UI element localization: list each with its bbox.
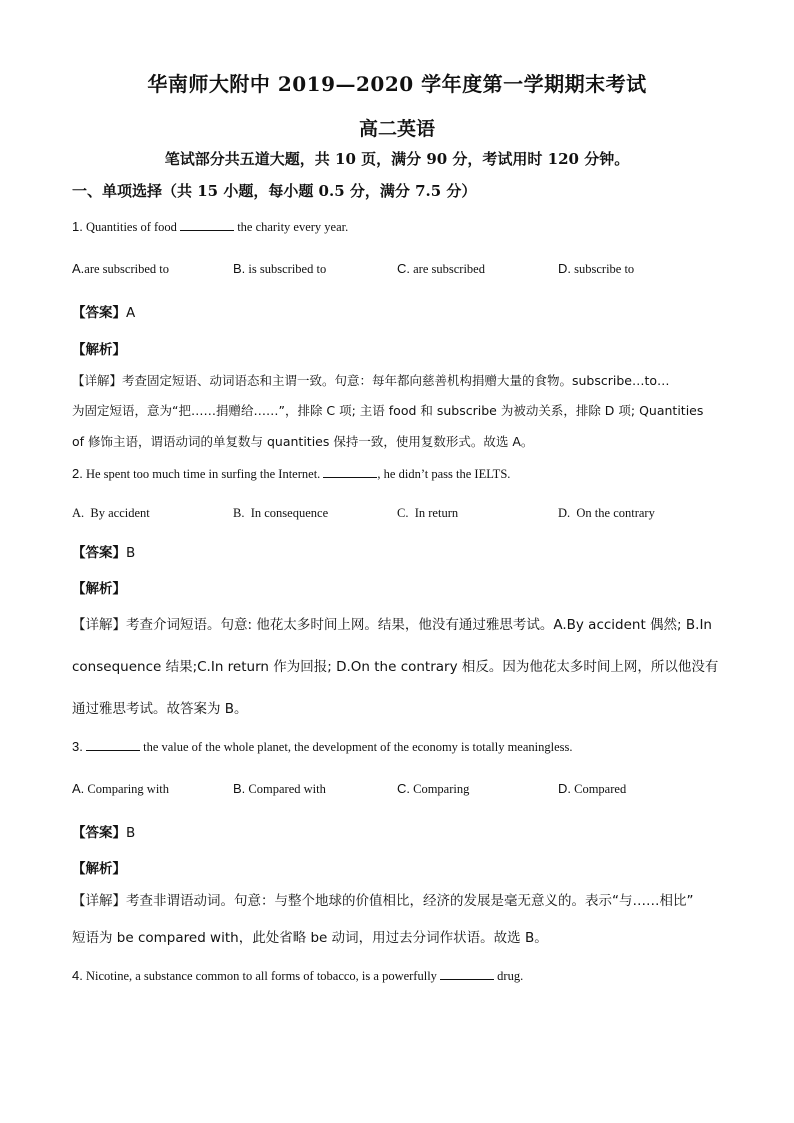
question-text: Quantities of food xyxy=(85,220,177,234)
question-2-detail-line: 【详解】考查介词短语。句意: 他花太多时间上网。结果，他没有通过雅思考试。A.By accident 偶然; B.In xyxy=(72,617,712,633)
question-4-stem xyxy=(72,968,523,984)
exam-info: 笔试部分共五道大题，共 10 页，满分 90 分，考试用时 120 分钟。 xyxy=(164,150,630,168)
question-2-option-d: D. On the contrary xyxy=(558,506,655,520)
question-number: 1. xyxy=(72,219,83,234)
question-1-option-b: B. is subscribed to xyxy=(233,261,327,276)
question-3-detail-line: 短语为 be compared with，此处省略 be 动词，用过去分词作状语。故选 B。 xyxy=(72,930,548,946)
question-text: he didn’t pass the IELTS. xyxy=(383,467,511,481)
question-number: 4. xyxy=(72,968,83,983)
question-1-answer: 【答案】A xyxy=(72,305,136,321)
question-1-stem xyxy=(72,219,348,235)
question-2-option-a: A. By accident xyxy=(72,506,150,520)
answer-blank xyxy=(180,220,234,231)
question-2-analysis: 【解析】 xyxy=(72,581,126,597)
question-number: 2. xyxy=(72,466,83,481)
question-3-analysis: 【解析】 xyxy=(72,861,126,877)
question-2-answer: 【答案】B xyxy=(72,545,136,561)
question-2-option-b: B. In consequence xyxy=(233,506,329,520)
question-1-analysis: 【解析】 xyxy=(72,342,126,358)
question-text: the value of the whole planet, the development of the economy is totally meaningless. xyxy=(143,740,573,754)
question-3-answer: 【答案】B xyxy=(72,825,136,841)
question-3-stem xyxy=(72,739,573,755)
question-3-option-a: A. Comparing with xyxy=(72,781,170,796)
question-1-detail-line: 为固定短语，意为“把……捐赠给……”，排除 C 项; 主语 food 和 subscribe 为被动关系，排除 D 项; Quantities xyxy=(72,403,704,418)
question-3-option-b: B. Compared with xyxy=(233,781,326,796)
question-text: the charity every year. xyxy=(237,220,349,234)
question-2-detail-line: 通过雅思考试。故答案为 B。 xyxy=(72,701,248,717)
answer-blank xyxy=(440,969,494,980)
question-3-detail-line: 【详解】考查非谓语动词。句意：与整个地球的价值相比，经济的发展是毫无意义的。表示“与……相比” xyxy=(72,893,694,909)
answer-blank xyxy=(86,740,140,751)
question-1-detail-line: 【详解】考查固定短语、动词语态和主谓一致。句意：每年都向慈善机构捐赠大量的食物。subscribe…to… xyxy=(72,373,670,388)
question-3-option-c: C. Comparing xyxy=(397,781,470,796)
question-1-option-c: C. are subscribed xyxy=(397,261,485,276)
question-text: He spent too much time in surfing the Internet. xyxy=(85,467,321,481)
question-3-option-d: D. Compared xyxy=(558,781,627,796)
question-1-detail-line: of 修饰主语，谓语动词的单复数与 quantities 保持一致，使用复数形式。故选 A。 xyxy=(72,434,534,449)
section-heading: 一、单项选择（共 15 小题，每小题 0.5 分，满分 7.5 分） xyxy=(72,182,477,200)
question-2-stem: 2. He spent too much time in surfing the Internet. , he didn’t pass the IELTS. xyxy=(72,466,511,481)
question-2-detail-line: consequence 结果;C.In return 作为回报; D.On the contrary 相反。因为他花太多时间上网，所以他没有 xyxy=(72,659,719,675)
question-1-option-d: D. subscribe to xyxy=(558,261,635,276)
exam-title: 华南师大附中 2019—2020 学年度第一学期期末考试 xyxy=(147,72,647,96)
question-1-option-a: A.are subscribed to xyxy=(72,261,169,276)
question-text: drug. xyxy=(497,969,524,983)
question-text: Nicotine, a substance common to all forms of tobacco, is a powerfully xyxy=(85,969,437,983)
exam-subtitle: 高二英语 xyxy=(358,118,435,140)
question-number: 3. xyxy=(72,739,83,754)
question-2-option-c: C. In return xyxy=(397,506,459,520)
answer-blank xyxy=(323,467,377,478)
